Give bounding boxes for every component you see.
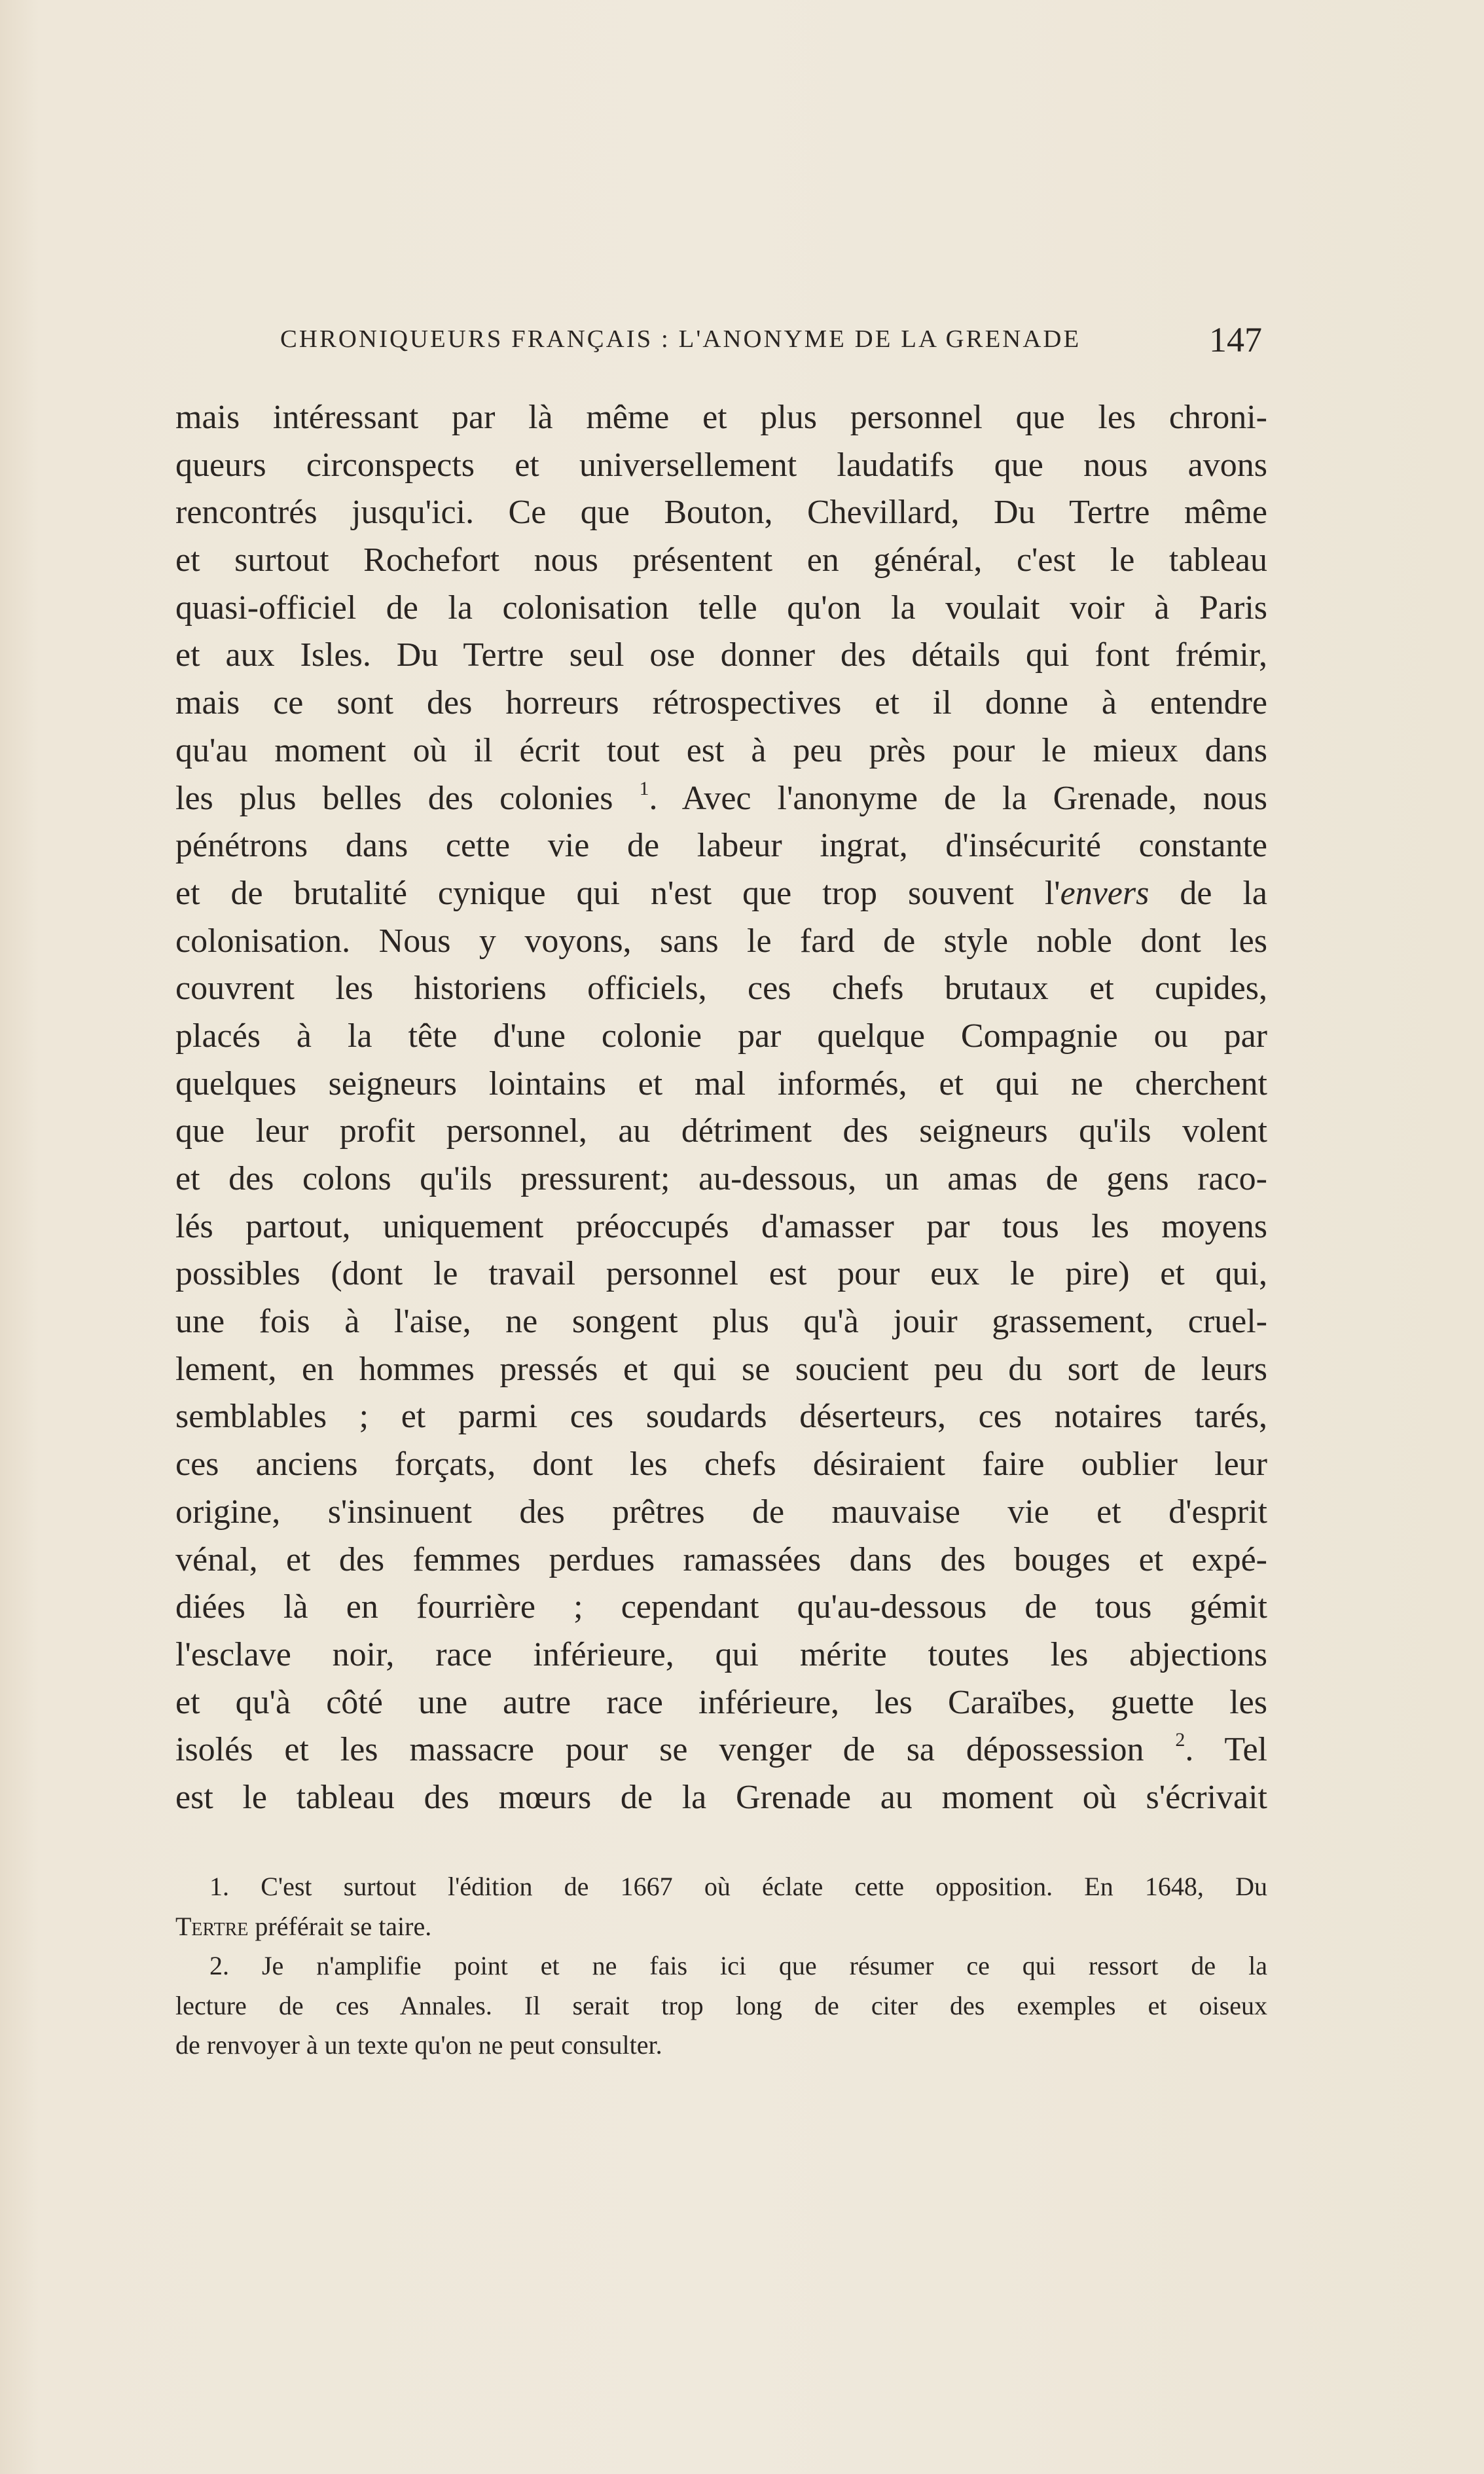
text-segment: pénétrons dans cette vie de labeur ingrat, d'insécurité constante xyxy=(175,827,1267,865)
text-segment: diées là en fourrière ; cependant qu'au-dessous de tous gémit xyxy=(175,1588,1267,1626)
text-segment: lecture de ces Annales. Il serait trop long de citer des exemples et oiseux xyxy=(175,1990,1267,2020)
text-line xyxy=(175,965,1267,1013)
text-segment: possibles (dont le travail personnel est pour eux le pire) et qui, xyxy=(175,1255,1267,1293)
text-line xyxy=(175,1441,1267,1489)
text-line xyxy=(175,918,1267,966)
body-text xyxy=(175,394,1267,1822)
text-segment: et de brutalité cynique qui n'est que trop souvent l' xyxy=(175,874,1060,912)
text-segment: semblables ; et parmi ces soudards déserteurs, ces notaires tarés, xyxy=(175,1398,1267,1436)
text-line xyxy=(175,1584,1267,1631)
text-segment: lés partout, uniquement préoccupés d'amasser par tous les moyens xyxy=(175,1207,1267,1245)
footnote-line xyxy=(175,1946,1267,1986)
text-line xyxy=(175,1346,1267,1394)
text-segment: de la xyxy=(1149,874,1268,912)
footnote-line xyxy=(175,1986,1267,2026)
text-segment: et qu'à côté une autre race inférieure, les Caraïbes, guette les xyxy=(175,1683,1267,1721)
text-segment: 2. Je n'amplifie point et ne fais ici que résumer ce qui ressort de la xyxy=(209,1951,1267,1980)
text-segment: vénal, et des femmes perdues ramassées dans des bouges et expé- xyxy=(175,1540,1267,1578)
text-segment: qu'au moment où il écrit tout est à peu près pour le mieux dans xyxy=(175,731,1267,769)
text-segment: de renvoyer à un texte qu'on ne peut consulter. xyxy=(175,2030,662,2060)
text-segment: quelques seigneurs lointains et mal informés, et qui ne cherchent xyxy=(175,1064,1267,1102)
text-line xyxy=(175,1203,1267,1251)
text-segment: mais intéressant par là même et plus personnel que les chroni- xyxy=(175,399,1267,436)
text-line xyxy=(175,1155,1267,1203)
text-segment: une fois à l'aise, ne songent plus qu'à jouir grassement, cruel- xyxy=(175,1303,1267,1341)
text-segment: rencontrés jusqu'ici. Ce que Bouton, Chevillard, Du Tertre même xyxy=(175,494,1267,532)
footnotes xyxy=(175,1867,1267,2065)
text-segment: placés à la tête d'une colonie par quelque Compagnie ou par xyxy=(175,1017,1267,1055)
text-line xyxy=(175,822,1267,870)
text-line xyxy=(175,680,1267,727)
text-segment: ces anciens forçats, dont les chefs désiraient faire oublier leur xyxy=(175,1446,1267,1483)
text-segment: origine, s'insinuent des prêtres de mauvaise vie et d'esprit xyxy=(175,1493,1267,1531)
text-line xyxy=(175,1679,1267,1727)
text-segment: est le tableau des mœurs de la Grenade au moment où s'écrivait xyxy=(175,1778,1267,1816)
running-title: CHRONIQUEURS FRANÇAIS : L'ANONYME DE LA GRENADE xyxy=(280,325,1081,353)
text-line xyxy=(175,1774,1267,1822)
text-line xyxy=(175,1631,1267,1679)
text-line xyxy=(175,1013,1267,1061)
text-segment: queurs circonspects et universellement laudatifs que nous avons xyxy=(175,446,1267,484)
text-segment: l'esclave noir, race inférieure, qui mérite toutes les abjections xyxy=(175,1635,1267,1673)
footnote-line xyxy=(175,1907,1267,1947)
text-segment: les plus belles des colonies xyxy=(175,779,640,817)
text-line xyxy=(175,1250,1267,1298)
footnote-marker: 2 xyxy=(1175,1729,1185,1751)
running-header xyxy=(280,319,1269,359)
text-segment: . Avec l'anonyme de la Grenade, nous xyxy=(649,779,1267,817)
text-segment: et surtout Rochefort nous présentent en général, c'est le tableau xyxy=(175,541,1267,579)
text-line xyxy=(175,1298,1267,1346)
text-line xyxy=(175,585,1267,632)
text-segment: colonisation. Nous y voyons, sans le fard de style noble dont les xyxy=(175,922,1267,960)
footnote-line xyxy=(175,2026,1267,2065)
text-line xyxy=(175,632,1267,680)
text-line xyxy=(175,1061,1267,1108)
text-line xyxy=(175,394,1267,442)
text-segment: et des colons qu'ils pressurent; au-dessous, un amas de gens raco- xyxy=(175,1160,1267,1197)
text-segment: et aux Isles. Du Tertre seul ose donner des détails qui font frémir, xyxy=(175,636,1267,674)
text-segment: couvrent les historiens officiels, ces chefs brutaux et cupides, xyxy=(175,970,1267,1008)
text-segment: préférait se taire. xyxy=(248,1911,432,1941)
text-segment: isolés et les massacre pour se venger de sa dépossession xyxy=(175,1731,1176,1769)
text-line xyxy=(175,537,1267,585)
text-segment: . Tel xyxy=(1185,1731,1267,1769)
footnote-marker: 1 xyxy=(639,777,649,799)
page-number: 147 xyxy=(1209,320,1262,359)
text-segment: mais ce sont des horreurs rétrospectives et il donne à entendre xyxy=(175,684,1267,722)
text-line xyxy=(175,727,1267,775)
text-line xyxy=(175,1108,1267,1155)
text-segment: lement, en hommes pressés et qui se soucient peu du sort de leurs xyxy=(175,1350,1267,1388)
text-segment: 1. C'est surtout l'édition de 1667 où éclate cette opposition. En 1648, Du xyxy=(209,1872,1267,1901)
text-line xyxy=(175,1537,1267,1584)
text-line xyxy=(175,1489,1267,1537)
text-line xyxy=(175,1726,1267,1774)
text-line xyxy=(175,442,1267,490)
text-line xyxy=(175,489,1267,537)
text-segment: que leur profit personnel, au détriment des seigneurs qu'ils volent xyxy=(175,1112,1267,1150)
text-segment: Tertre xyxy=(175,1911,249,1941)
text-segment: quasi-officiel de la colonisation telle qu'on la voulait voir à Paris xyxy=(175,589,1267,627)
italic-text: envers xyxy=(1060,874,1149,912)
text-line xyxy=(175,1393,1267,1441)
text-line xyxy=(175,870,1267,918)
text-line xyxy=(175,775,1267,823)
footnote-line xyxy=(175,1867,1267,1907)
